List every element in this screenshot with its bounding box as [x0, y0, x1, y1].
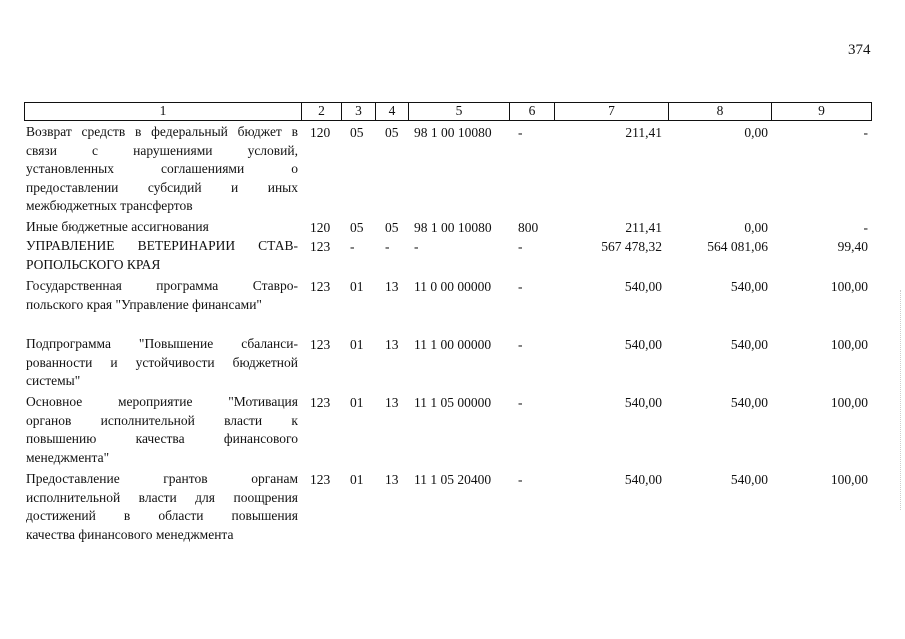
name-line: системы": [26, 373, 81, 388]
name-line: установленных соглашениями о: [26, 161, 298, 176]
cell-expense-type: -: [518, 337, 523, 352]
cell-expense-type: -: [518, 279, 523, 294]
cell-section: 05: [350, 125, 364, 140]
header-col-1: 1: [159, 103, 167, 118]
header-col-8: 8: [668, 103, 771, 120]
cell-col7: 540,00: [624, 337, 662, 352]
cell-col9: -: [863, 220, 868, 235]
cell-col8: 540,00: [730, 472, 768, 487]
cell-section: 05: [350, 220, 364, 235]
name-line: Подпрограмма "Повышение сбаланси-: [26, 336, 298, 351]
cell-subsection: 05: [385, 220, 399, 235]
row-name: [26, 335, 298, 391]
cell-expense-type: -: [518, 239, 523, 254]
page-number: 374: [848, 42, 871, 58]
name-line: межбюджетных трансфертов: [26, 198, 193, 213]
name-line: польского края "Управление финансами": [26, 296, 262, 312]
cell-col9: 100,00: [830, 395, 868, 410]
cell-subsection: 13: [385, 279, 399, 294]
cell-ministry: 123: [310, 395, 331, 410]
cell-col9: 100,00: [830, 337, 868, 352]
cell-col7: 540,00: [624, 395, 662, 410]
name-line: предоставлении субсидий и иных: [26, 179, 298, 195]
header-col-9: 9: [771, 103, 871, 120]
scan-margin-artifact: [900, 290, 902, 510]
name-line: менеджмента": [26, 449, 110, 465]
name-line: рованности и устойчивости бюджетной: [26, 354, 298, 370]
cell-section: 01: [350, 395, 364, 410]
cell-expense-type: -: [518, 395, 523, 410]
header-col-2: 2: [301, 103, 341, 120]
cell-col8: 564 081,06: [707, 239, 768, 254]
cell-subsection: 05: [385, 125, 399, 140]
cell-section: 01: [350, 472, 364, 487]
cell-col9: 100,00: [830, 472, 868, 487]
name-line: Государственная программа Ставро-: [26, 278, 298, 293]
table-header: [24, 102, 872, 121]
cell-target-article: -: [414, 239, 419, 254]
cell-subsection: 13: [385, 472, 399, 487]
name-line: повышению качества финансового: [26, 431, 298, 446]
cell-col9: 100,00: [830, 279, 868, 294]
name-line: Возврат средств в федеральный бюджет в: [26, 124, 298, 139]
cell-col8: 540,00: [730, 337, 768, 352]
header-col-4: 4: [375, 103, 408, 120]
cell-col9: 99,40: [837, 239, 868, 254]
header-col-6: 6: [509, 103, 554, 120]
row-name: [26, 277, 298, 314]
cell-expense-type: 800: [518, 220, 539, 235]
cell-col8: 540,00: [730, 279, 768, 294]
name-line: исполнительной власти для поощрения: [26, 489, 298, 505]
cell-section: 01: [350, 337, 364, 352]
header-col-3: 3: [341, 103, 375, 120]
cell-col7: 567 478,32: [601, 239, 662, 254]
name-line: УПРАВЛЕНИЕ ВЕТЕРИНАРИИ СТАВ-: [26, 238, 298, 253]
cell-col8: 0,00: [744, 220, 768, 235]
cell-ministry: 123: [310, 239, 331, 254]
cell-ministry: 123: [310, 279, 331, 294]
cell-target-article: 11 0 00 00000: [414, 279, 492, 294]
row-name: [26, 470, 298, 544]
name-line: органов исполнительной власти к: [26, 412, 298, 428]
cell-col7: 540,00: [624, 279, 662, 294]
row-name: [26, 237, 298, 274]
cell-ministry: 120: [310, 220, 331, 235]
cell-expense-type: -: [518, 472, 523, 487]
cell-subsection: 13: [385, 337, 399, 352]
cell-subsection: -: [385, 239, 390, 254]
cell-col7: 540,00: [624, 472, 662, 487]
cell-ministry: 120: [310, 125, 331, 140]
cell-ministry: 123: [310, 337, 331, 352]
cell-target-article: 11 1 05 20400: [414, 472, 492, 487]
name-line: Иные бюджетные ассигнования: [26, 219, 209, 234]
cell-ministry: 123: [310, 472, 331, 487]
cell-col7: 211,41: [625, 220, 662, 235]
cell-col8: 540,00: [730, 395, 768, 410]
header-col-5: 5: [408, 103, 509, 120]
name-line: РОПОЛЬСКОГО КРАЯ: [26, 256, 161, 272]
cell-section: 01: [350, 279, 364, 294]
cell-subsection: 13: [385, 395, 399, 410]
cell-target-article: 98 1 00 10080: [414, 220, 492, 235]
cell-target-article: 98 1 00 10080: [414, 125, 492, 140]
cell-col8: 0,00: [744, 125, 768, 140]
cell-target-article: 11 1 00 00000: [414, 337, 492, 352]
row-name: [26, 123, 298, 216]
name-line: качества финансового менеджмента: [26, 526, 234, 542]
cell-expense-type: -: [518, 125, 523, 140]
name-line: связи с нарушениями условий,: [26, 142, 298, 158]
row-name: [26, 218, 298, 237]
cell-section: -: [350, 239, 355, 254]
cell-col7: 211,41: [625, 125, 662, 140]
name-line: Предоставление грантов органам: [26, 471, 298, 486]
cell-col9: -: [863, 125, 868, 140]
name-line: Основное мероприятие "Мотивация: [26, 394, 298, 409]
name-line: достижений в области повышения: [26, 508, 298, 523]
header-col-7: 7: [554, 103, 668, 120]
cell-target-article: 11 1 05 00000: [414, 395, 492, 410]
row-name: [26, 393, 298, 467]
